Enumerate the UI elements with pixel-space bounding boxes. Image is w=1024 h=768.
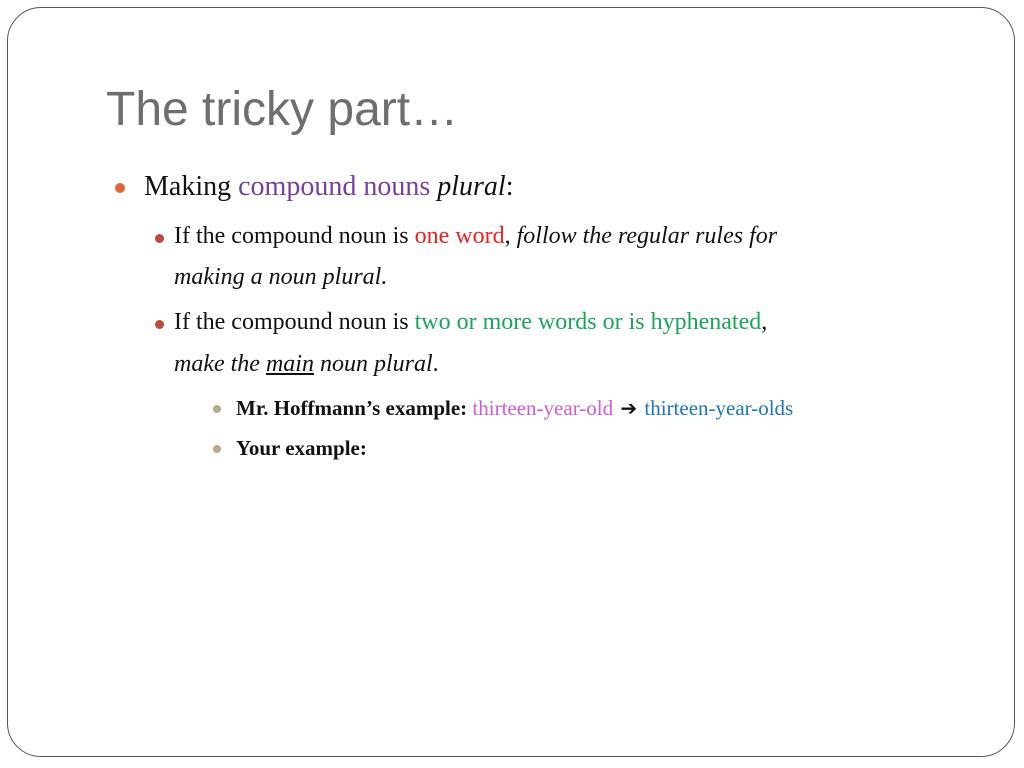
text-your-example-label: Your example: bbox=[236, 436, 367, 460]
text-period: . bbox=[432, 351, 439, 377]
text-two-or-more-words: two or more words or is hyphenated bbox=[414, 309, 762, 335]
bullet-dot-level2 bbox=[155, 320, 164, 329]
bullet-making-compound-nouns bbox=[144, 171, 513, 203]
text-plural: plural bbox=[437, 171, 506, 202]
right-arrow-icon: ➔ bbox=[620, 396, 638, 420]
text-follow-rules: follow the regular rules for bbox=[510, 223, 778, 249]
bullet-your-example bbox=[236, 436, 367, 461]
text-one-word: one word bbox=[414, 223, 505, 249]
text-hoffmann-label: Mr. Hoffmann’s example: bbox=[236, 396, 468, 420]
text-noun-plural: noun plural bbox=[313, 351, 433, 377]
bullet-one-word-line1 bbox=[174, 223, 777, 250]
bullet-one-word-line2: making a noun plural. bbox=[174, 264, 388, 290]
text-compound-nouns: compound nouns bbox=[238, 171, 431, 202]
text-make-the: make the bbox=[174, 351, 266, 377]
text-plural-example: thirteen-year-olds bbox=[644, 396, 794, 420]
text-colon: : bbox=[505, 171, 514, 202]
text-making: Making bbox=[144, 171, 239, 202]
bullet-hyphenated-line2 bbox=[174, 351, 439, 378]
text-if-compound: If the compound noun is bbox=[174, 223, 415, 249]
text-comma: , bbox=[504, 223, 511, 249]
bullet-dot-level2 bbox=[155, 234, 164, 243]
bullet-hyphenated-line1 bbox=[174, 309, 767, 336]
bullet-dot-level1 bbox=[115, 183, 125, 193]
text-if-compound: If the compound noun is bbox=[174, 309, 415, 335]
bullet-dot-level3 bbox=[213, 405, 221, 413]
text-main: main bbox=[265, 351, 314, 377]
text-singular-example: thirteen-year-old bbox=[472, 396, 614, 420]
slide-title: The tricky part… bbox=[106, 83, 459, 136]
bullet-hoffmann-example bbox=[236, 396, 793, 421]
bullet-dot-level3 bbox=[213, 445, 221, 453]
text-comma: , bbox=[761, 309, 768, 335]
